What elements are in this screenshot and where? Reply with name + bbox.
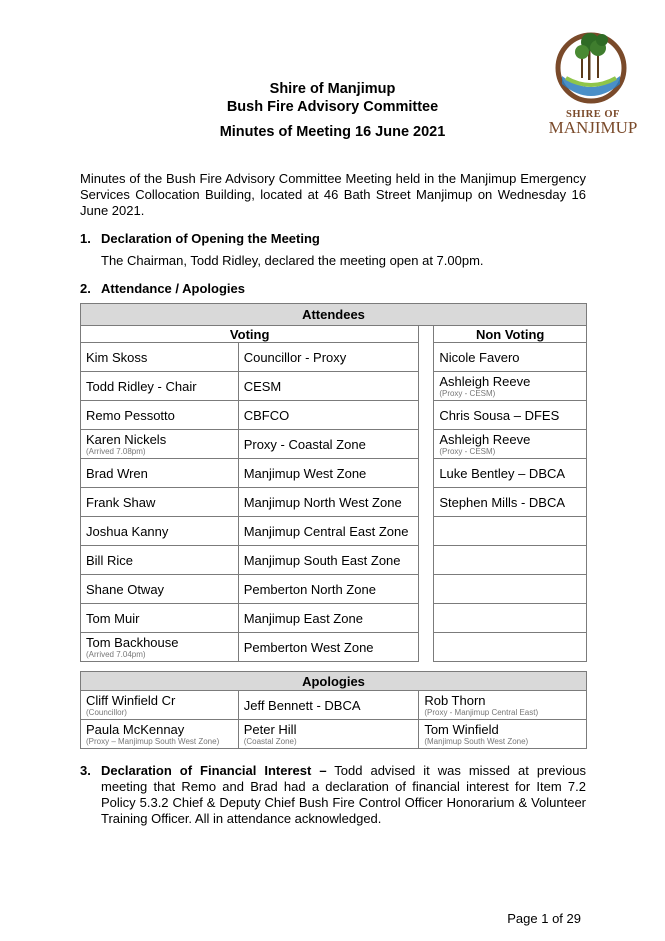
section-3 <box>80 763 586 827</box>
voting-name-cell-text: Tom Muir <box>86 610 140 626</box>
apology-note: (Coastal Zone) <box>243 737 297 746</box>
section-2-heading <box>80 281 245 296</box>
voting-name-cell <box>81 488 239 517</box>
apology-row <box>81 691 587 720</box>
document-title-line1: Shire of Manjimup <box>269 81 396 97</box>
voting-role-cell <box>238 430 419 459</box>
section-1-text: The Chairman, Todd Ridley, declared the meeting open at 7.00pm. <box>101 253 484 268</box>
apology-cell <box>419 691 587 720</box>
voting-role-cell-text: Manjimup East Zone <box>243 610 363 626</box>
voting-name-cell <box>81 401 239 430</box>
apology-note: (Proxy – Manjimup South West Zone) <box>86 737 220 746</box>
voting-name-cell <box>81 633 239 662</box>
apology-cell <box>238 691 419 720</box>
logo-name: MANJIMUP <box>548 118 638 137</box>
nonvoting-cell-text: Nicole Favero <box>439 349 520 365</box>
section-3-number: 3. <box>80 763 91 778</box>
attendee-row <box>81 633 587 662</box>
voting-role-cell <box>238 633 419 662</box>
nonvoting-cell-note: (Proxy - CESM) <box>439 447 496 456</box>
voting-role-cell-text: Councillor - Proxy <box>243 349 347 365</box>
voting-name-cell-text: Tom Backhouse <box>86 635 179 650</box>
voting-header: Voting <box>81 326 419 343</box>
voting-name-cell-text: Joshua Kanny <box>86 523 169 539</box>
apology-name: Paula McKennay <box>86 722 185 737</box>
page-number: Page 1 of 29 <box>507 911 581 926</box>
document-title-line2: Bush Fire Advisory Committee <box>226 99 439 115</box>
nonvoting-cell <box>434 633 587 662</box>
apology-name: Rob Thorn <box>424 693 486 708</box>
nonvoting-cell-text: Ashleigh Reeve <box>439 432 531 447</box>
apology-name: Cliff Winfield Cr <box>86 693 176 708</box>
attendee-row <box>81 575 587 604</box>
section-3-text: Todd advised it was missed at previous meeting that Remo and Brad had a declaration of financial interest for Item 7.2 Policy 5.3.2 Chief & Deputy Chief Bush Fire Control Officer Honorarium & Volunteer Training Officer. All in attendance acknowledged. <box>101 763 586 826</box>
apology-row <box>81 720 587 749</box>
voting-name-cell-text: Todd Ridley - Chair <box>86 378 197 394</box>
attendee-row <box>81 517 587 546</box>
voting-role-cell <box>238 372 419 401</box>
voting-role-cell-text: Manjimup North West Zone <box>243 494 402 510</box>
voting-name-cell-note: (Arrived 7.08pm) <box>86 447 146 456</box>
voting-name-cell <box>81 604 239 633</box>
voting-name-cell-text: Brad Wren <box>86 465 148 481</box>
nonvoting-cell <box>434 459 587 488</box>
apology-name: Jeff Bennett - DBCA <box>243 697 361 713</box>
nonvoting-cell-text: Stephen Mills - DBCA <box>439 494 566 510</box>
apology-name: Tom Winfield <box>424 722 499 737</box>
tree-seal-icon <box>552 28 630 106</box>
voting-name-cell-note: (Arrived 7.04pm) <box>86 650 146 659</box>
voting-role-cell-text: Manjimup South East Zone <box>243 552 401 568</box>
apology-cell <box>419 720 587 749</box>
nonvoting-cell <box>434 430 587 459</box>
attendee-row <box>81 430 587 459</box>
voting-name-cell <box>81 517 239 546</box>
voting-name-cell <box>81 575 239 604</box>
voting-name-cell <box>81 546 239 575</box>
voting-role-cell-text: Pemberton North Zone <box>243 581 376 597</box>
nonvoting-cell <box>434 604 587 633</box>
voting-role-cell-text: CBFCO <box>243 407 290 423</box>
nonvoting-cell <box>434 343 587 372</box>
nonvoting-cell <box>434 546 587 575</box>
nonvoting-cell <box>434 401 587 430</box>
voting-name-cell <box>81 430 239 459</box>
section-1-title: Declaration of Opening the Meeting <box>101 231 320 246</box>
attendee-row <box>81 459 587 488</box>
nonvoting-cell <box>434 372 587 401</box>
attendee-row <box>81 372 587 401</box>
nonvoting-cell-text: Ashleigh Reeve <box>439 374 531 389</box>
voting-name-cell-text: Bill Rice <box>86 552 133 568</box>
section-1-number: 1. <box>80 231 91 246</box>
voting-role-cell-text: Proxy - Coastal Zone <box>243 436 366 452</box>
logo-shire-of: SHIRE OF <box>566 109 620 120</box>
apologies-title: Apologies <box>81 672 587 691</box>
intro-paragraph: Minutes of the Bush Fire Advisory Committee Meeting held in the Manjimup Emergency Services Collocation Building, located at 46 Bath Street Manjimup on Wednesday 16 June 2021. <box>80 171 586 218</box>
attendee-row <box>81 546 587 575</box>
attendee-row <box>81 604 587 633</box>
attendee-row <box>81 343 587 372</box>
apology-note: (Councillor) <box>86 708 127 717</box>
voting-name-cell-text: Karen Nickels <box>86 432 167 447</box>
nonvoting-header: Non Voting <box>434 326 587 343</box>
voting-name-cell <box>81 372 239 401</box>
voting-role-cell <box>238 343 419 372</box>
shire-logo <box>548 28 638 136</box>
voting-name-cell <box>81 459 239 488</box>
apology-note: (Manjimup South West Zone) <box>424 737 529 746</box>
nonvoting-cell <box>434 488 587 517</box>
nonvoting-cell <box>434 517 587 546</box>
nonvoting-cell-text: Chris Sousa – DFES <box>439 407 560 423</box>
voting-role-cell <box>238 488 419 517</box>
voting-role-cell <box>238 401 419 430</box>
voting-role-cell-text: CESM <box>243 378 282 394</box>
attendee-row <box>81 488 587 517</box>
section-2-title: Attendance / Apologies <box>101 281 245 296</box>
voting-name-cell <box>81 343 239 372</box>
apology-name: Peter Hill <box>243 722 297 737</box>
document-title-line3: Minutes of Meeting 16 June 2021 <box>219 124 446 140</box>
voting-role-cell <box>238 546 419 575</box>
apology-note: (Proxy - Manjimup Central East) <box>424 708 539 717</box>
voting-role-cell <box>238 459 419 488</box>
apology-cell <box>81 720 239 749</box>
voting-role-cell-text: Pemberton West Zone <box>243 639 374 655</box>
voting-role-cell <box>238 575 419 604</box>
voting-role-cell <box>238 604 419 633</box>
voting-role-cell <box>238 517 419 546</box>
voting-name-cell-text: Shane Otway <box>86 581 165 597</box>
voting-role-cell-text: Manjimup Central East Zone <box>243 523 409 539</box>
attendee-row <box>81 401 587 430</box>
voting-name-cell-text: Kim Skoss <box>86 349 148 365</box>
voting-role-cell-text: Manjimup West Zone <box>243 465 367 481</box>
apology-cell <box>81 691 239 720</box>
attendees-table <box>80 303 587 662</box>
apologies-table <box>80 671 587 749</box>
nonvoting-cell <box>434 575 587 604</box>
nonvoting-cell-note: (Proxy - CESM) <box>439 389 496 398</box>
section-3-title: Declaration of Financial Interest – <box>101 763 327 778</box>
apology-cell <box>238 720 419 749</box>
voting-name-cell-text: Remo Pessotto <box>86 407 175 423</box>
logo-seal <box>552 28 630 106</box>
section-1-heading <box>80 231 320 246</box>
attendees-title: Attendees <box>81 304 587 326</box>
nonvoting-cell-text: Luke Bentley – DBCA <box>439 465 566 481</box>
section-2-number: 2. <box>80 281 91 296</box>
voting-name-cell-text: Frank Shaw <box>86 494 156 510</box>
